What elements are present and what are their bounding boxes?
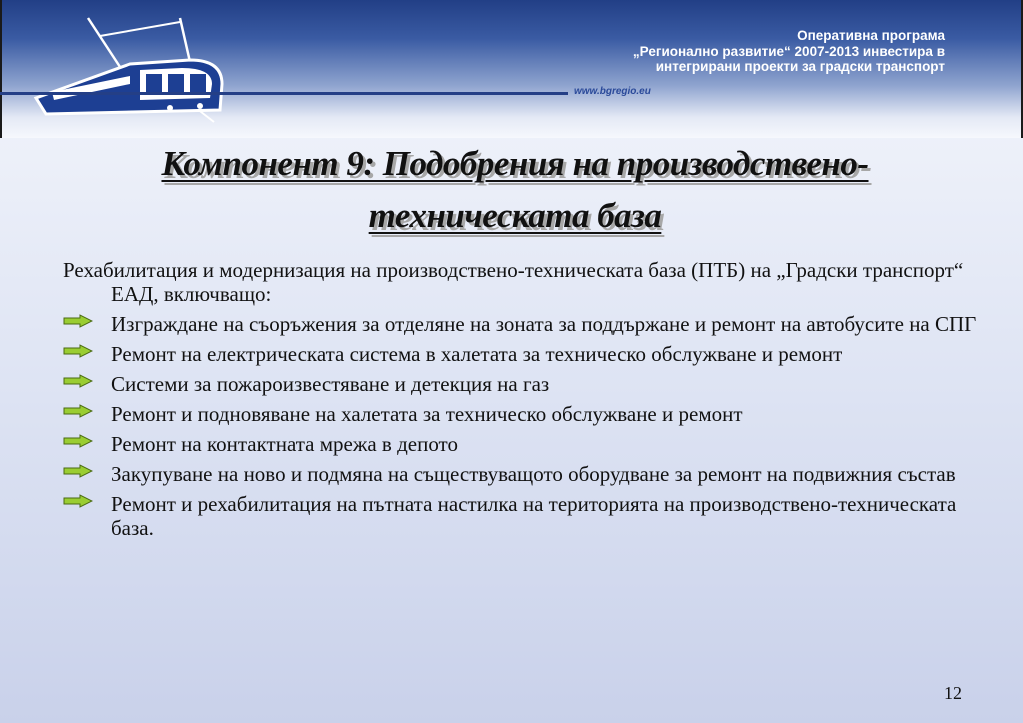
title-line-2: техническата база [368, 196, 662, 235]
list-item [63, 342, 983, 366]
arrow-right-icon [63, 314, 93, 328]
list-item [63, 432, 983, 456]
website-url[interactable]: www.bgregio.eu [574, 86, 651, 97]
arrow-right-icon [63, 404, 93, 418]
tram-icon [30, 14, 230, 126]
title-line-1: Компонент 9: Подобрения на производствено- [161, 144, 869, 183]
arrow-right-icon [63, 494, 93, 508]
slide-title [40, 138, 990, 242]
arrow-right-icon [63, 464, 93, 478]
list-item [63, 372, 983, 396]
program-line-2: „Регионално развитие“ 2007-2013 инвестира в [632, 43, 945, 59]
banner-border-left [0, 0, 2, 138]
arrow-right-icon [63, 434, 93, 448]
list-item [63, 492, 983, 540]
bullet-text: Ремонт на електрическата система в халетата за техническо обслужване и ремонт [111, 342, 843, 366]
list-item [63, 462, 983, 486]
slide-content [63, 258, 983, 546]
bullet-text: Ремонт на контактната мрежа в депото [111, 432, 458, 456]
list-item [63, 312, 983, 336]
bullet-text: Ремонт и подновяване на халетата за техническо обслужване и ремонт [111, 402, 743, 426]
bullet-text: Закупуване на ново и подмяна на съществуващото оборудване за ремонт на подвижния състав [111, 462, 956, 486]
arrow-right-icon [63, 374, 93, 388]
program-line-3: интегрирани проекти за градски транспорт [655, 59, 945, 74]
bullet-text: Ремонт и рехабилитация на пътната настилка на територията на производствено-техническата база. [111, 492, 957, 540]
page-number: 12 [944, 683, 962, 703]
bullet-text: Системи за пожароизвестяване и детекция на газ [111, 372, 550, 396]
intro-text: Рехабилитация и модернизация на производствено-техническата база (ПТБ) на „Градски транспорт“ ЕАД, включващо: [63, 258, 964, 306]
list-item [63, 402, 983, 426]
header-banner [0, 0, 1023, 138]
bullet-list [63, 312, 983, 540]
bullet-text: Изграждане на съоръжения за отделяне на зоната за поддържане и ремонт на автобусите на СПГ [111, 312, 977, 336]
arrow-right-icon [63, 344, 93, 358]
banner-divider [0, 92, 568, 95]
program-text [633, 28, 945, 75]
program-line-1: Оперативна програма [797, 28, 945, 43]
